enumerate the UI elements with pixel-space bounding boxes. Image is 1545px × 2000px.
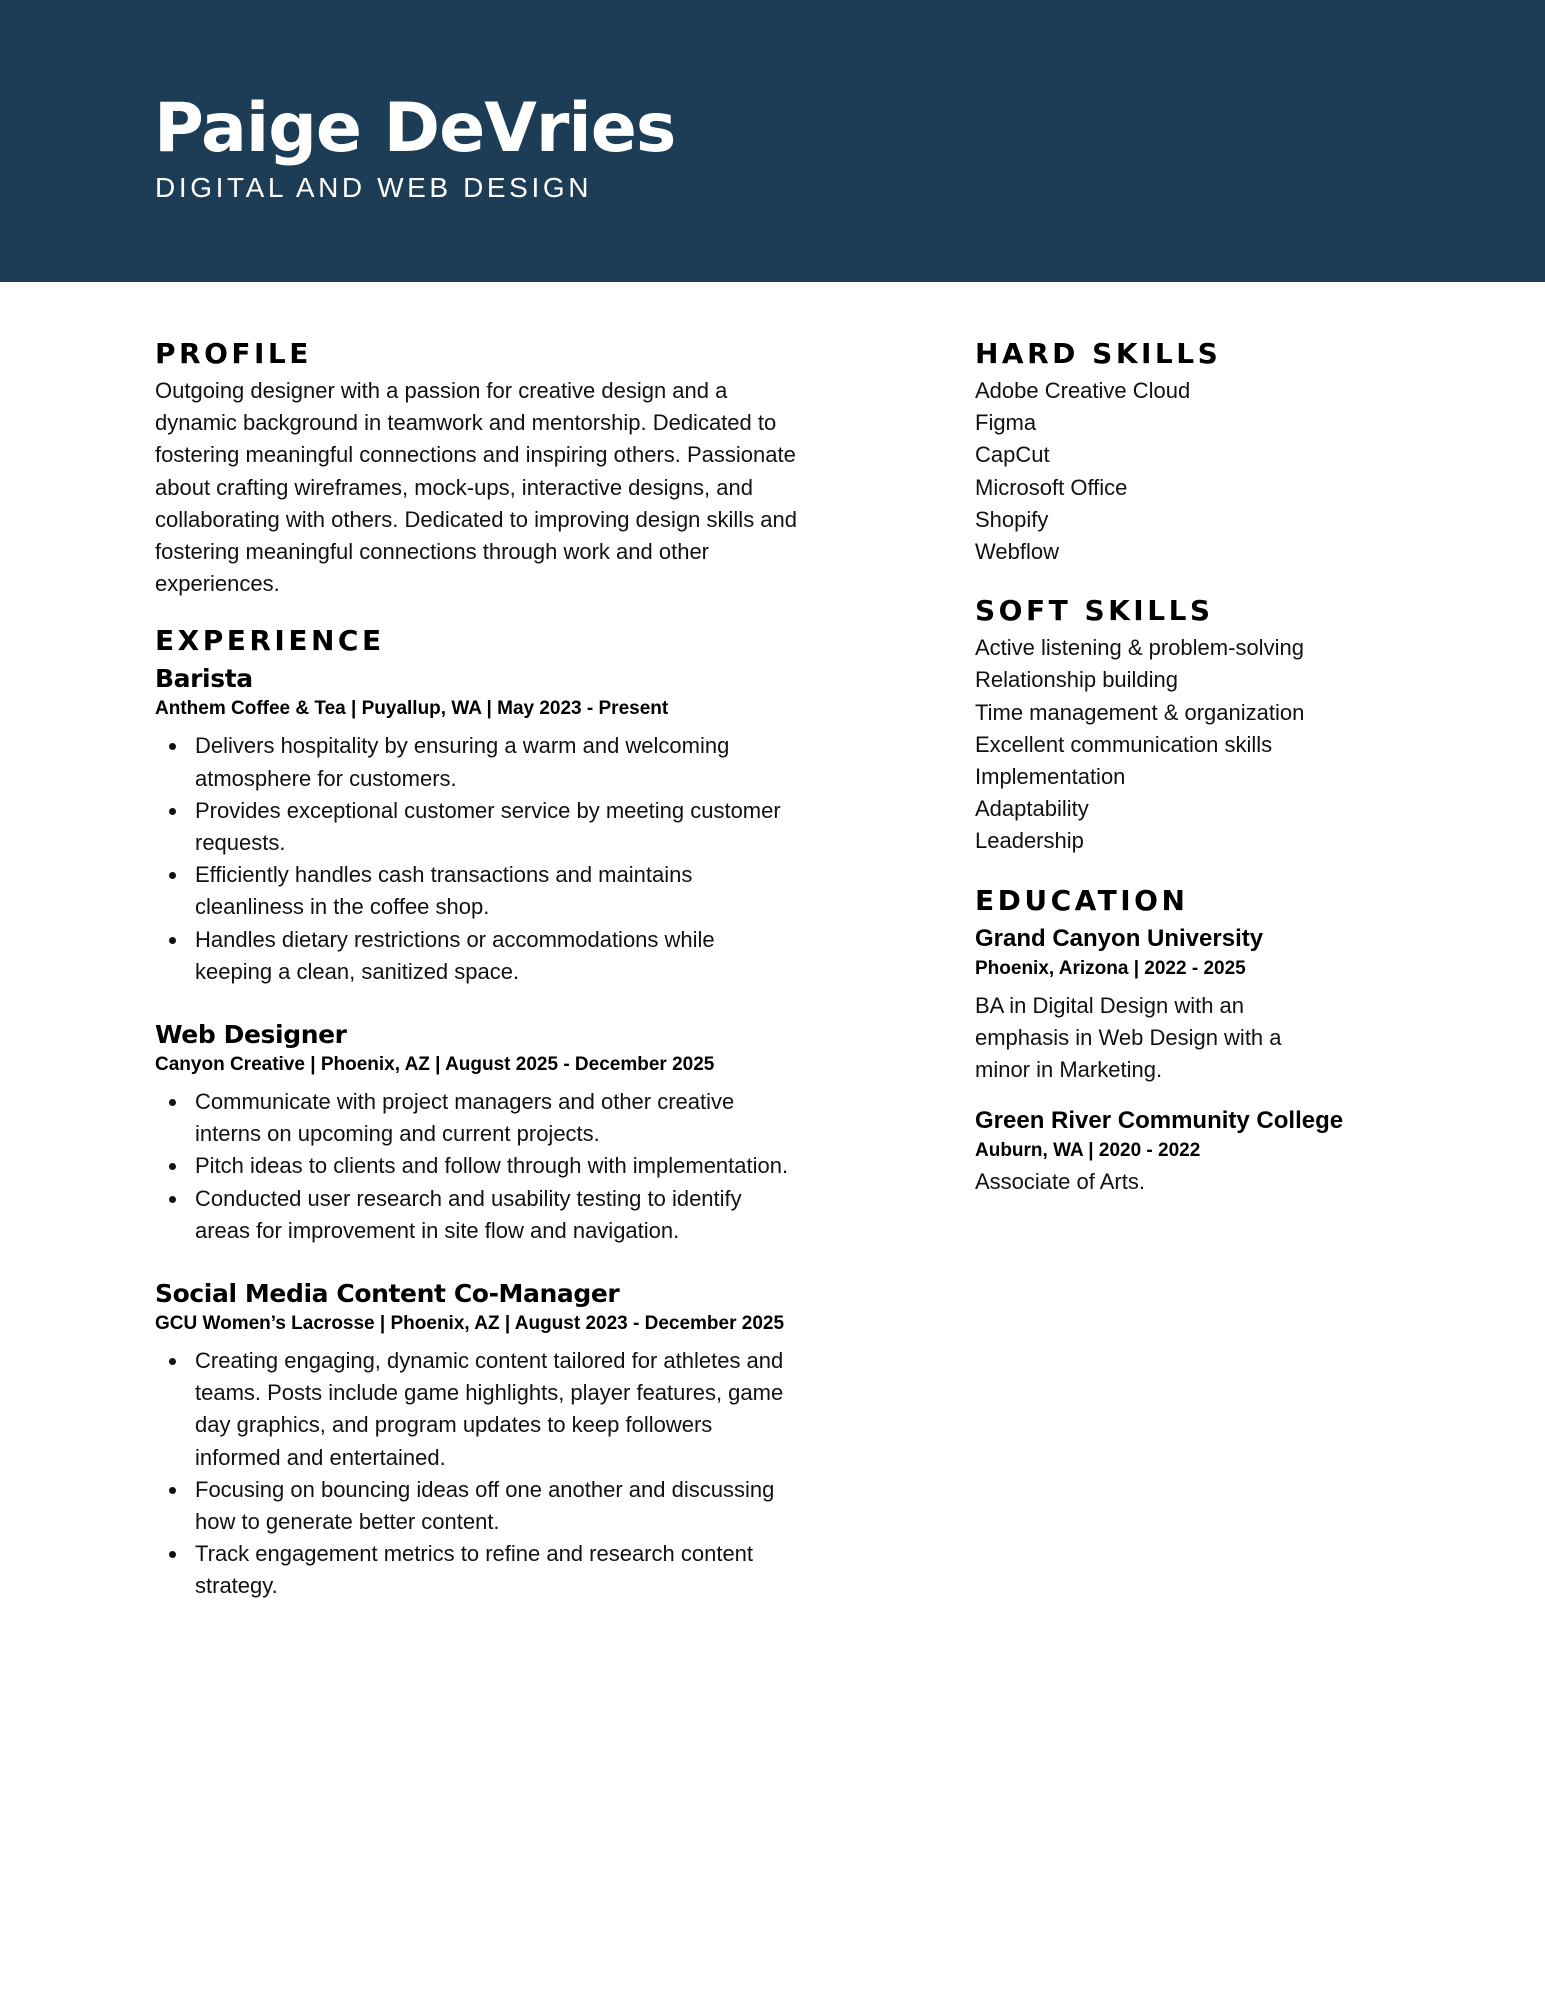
experience-section: [155, 620, 855, 1602]
hard-skills-heading: HARD SKILLS: [975, 337, 1222, 370]
skill-item: Figma: [975, 410, 1037, 436]
school-meta: Auburn, WA | 2020 - 2022: [975, 1140, 1201, 1162]
skill-item: Time management & organization: [975, 699, 1305, 725]
job-web-designer: [155, 1018, 855, 1247]
job-meta: Anthem Coffee & Tea | Puyallup, WA | May 2023 - Present: [155, 698, 669, 720]
job-title: Web Designer: [155, 1020, 347, 1050]
job-title: Social Media Content Co-Manager: [155, 1279, 620, 1309]
job-meta: Canyon Creative | Phoenix, AZ | August 2025 - December 2025: [155, 1054, 715, 1076]
left-column: [155, 333, 855, 1603]
skill-item: Microsoft Office: [975, 474, 1128, 500]
education-entry: [975, 1104, 1415, 1198]
skill-item: CapCut: [975, 442, 1050, 468]
job-meta: GCU Women’s Lacrosse | Phoenix, AZ | August 2023 - December 2025: [155, 1313, 785, 1335]
education-section: [975, 880, 1415, 1199]
job-title: Barista: [155, 664, 253, 694]
header-banner: [0, 0, 1545, 282]
experience-heading: EXPERIENCE: [155, 624, 385, 658]
skill-item: Shopify: [975, 506, 1049, 532]
hard-skills-section: [975, 333, 1415, 568]
candidate-title: DIGITAL AND WEB DESIGN: [155, 172, 593, 203]
degree-description: Associate of Arts.: [975, 1169, 1145, 1195]
education-entry: [975, 922, 1415, 1087]
job-bullet: Efficiently handles cash transactions and maintains cleanliness in the coffee shop.: [195, 859, 795, 923]
soft-skills-list: [975, 632, 1415, 857]
skill-item: Excellent communication skills: [975, 731, 1273, 757]
job-bullet: Track engagement metrics to refine and research content strategy.: [195, 1538, 795, 1602]
right-column: [975, 333, 1415, 1198]
job-bullets: [155, 1086, 865, 1247]
job-social-media: [155, 1277, 855, 1603]
skill-item: Leadership: [975, 828, 1084, 854]
job-bullets: [155, 1345, 795, 1603]
job-bullet: Creating engaging, dynamic content tailored for athletes and teams. Posts include game highlights, player features, game day graphics, and program updates to keep followers informed and entertained.: [195, 1345, 795, 1474]
job-bullet: Provides exceptional customer service by meeting customer requests.: [195, 795, 795, 859]
school-meta: Phoenix, Arizona | 2022 - 2025: [975, 957, 1246, 979]
job-bullet: Focusing on bouncing ideas off one another and discussing how to generate better content.: [195, 1474, 795, 1538]
job-barista: [155, 662, 855, 988]
profile-section: [155, 333, 855, 600]
skill-item: Active listening & problem-solving: [975, 635, 1304, 661]
job-bullet: Pitch ideas to clients and follow through with implementation.: [195, 1150, 865, 1182]
soft-skills-section: [975, 590, 1415, 857]
degree-description: BA in Digital Design with an emphasis in Web Design with a minor in Marketing.: [975, 992, 1282, 1083]
job-bullets: [155, 730, 795, 988]
profile-heading: PROFILE: [155, 337, 312, 370]
hard-skills-list: [975, 375, 1415, 568]
skill-item: Relationship building: [975, 667, 1179, 693]
profile-text: Outgoing designer with a passion for creative design and a dynamic background in teamwork and mentorship. Dedicated to fostering meaningful connections and inspiring others. Passionate about crafting wireframes, mock-ups, interactive designs, and collaborating with others. Dedicated to improving design skills and fostering meaningful connections through work and other experiences.: [155, 378, 798, 597]
job-bullet: Conducted user research and usability testing to identify areas for improvement in site flow and navigation.: [195, 1183, 795, 1247]
education-heading: EDUCATION: [975, 883, 1189, 917]
candidate-name: Paige DeVries: [154, 89, 676, 168]
job-bullet: Delivers hospitality by ensuring a warm and welcoming atmosphere for customers.: [195, 730, 795, 794]
skill-item: Webflow: [975, 539, 1059, 565]
job-bullet: Handles dietary restrictions or accommodations while keeping a clean, sanitized space.: [195, 924, 795, 988]
school-name: Green River Community College: [975, 1107, 1344, 1135]
skill-item: Adaptability: [975, 796, 1089, 822]
school-name: Grand Canyon University: [975, 924, 1264, 952]
job-bullet: Communicate with project managers and other creative interns on upcoming and current projects.: [195, 1086, 795, 1150]
skill-item: Adobe Creative Cloud: [975, 378, 1191, 403]
skill-item: Implementation: [975, 764, 1126, 790]
soft-skills-heading: SOFT SKILLS: [975, 594, 1214, 628]
